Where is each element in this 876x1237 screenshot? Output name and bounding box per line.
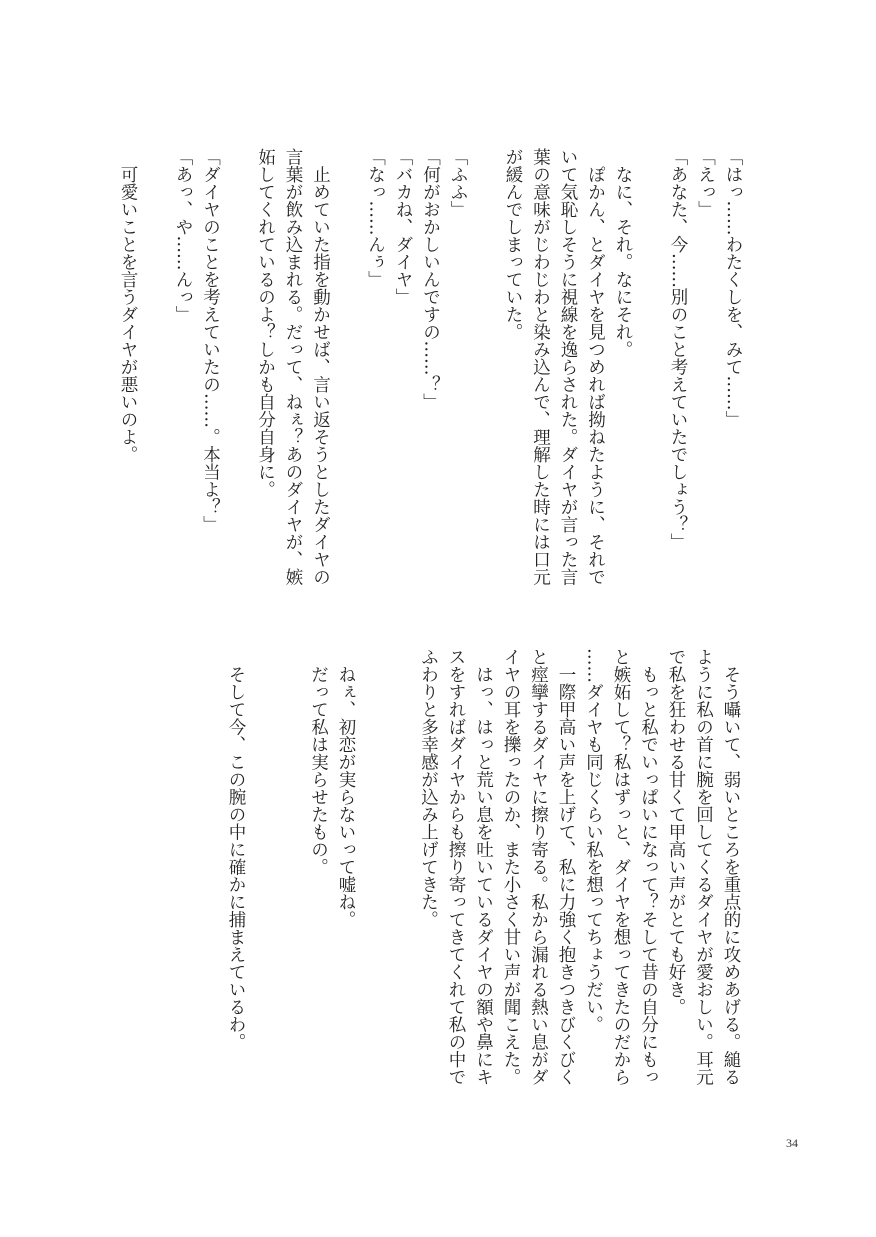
blank-line xyxy=(636,148,664,586)
blank-line xyxy=(141,148,169,586)
text-line: だって私は実らせたもの。 xyxy=(308,648,329,876)
text-line: 葉の意味がじわじわと染み込んで、理解した時には口元 xyxy=(530,148,551,586)
text-line: 可愛いことを言うダイヤが悪いのよ。 xyxy=(118,148,138,463)
blank-line xyxy=(471,148,499,586)
text-line: 「何がおかしいんですの……？」 xyxy=(420,148,441,411)
blank-line xyxy=(224,148,252,586)
text-line: と痙攣するダイヤに擦り寄る。私から漏れる熱い息がダ xyxy=(528,648,549,1086)
text-line: が緩んでしまっていた。 xyxy=(503,148,523,341)
text-line: 「あっ、や……んっ」 xyxy=(173,148,193,323)
text-line: ねぇ、初恋が実らないって嘘ね。 xyxy=(336,648,356,928)
text-line: スをすればダイヤからも擦り寄ってきてくれて私の中で xyxy=(446,648,466,1086)
text-line: で私を狂わせる甘くて甲高い声がとても好き。 xyxy=(666,648,686,1016)
text-line: ふわりと多幸感が込み上げてきた。 xyxy=(418,648,439,928)
text-line: 「はっ……わたくしを、みて……」 xyxy=(723,148,743,428)
text-line: なに、それ。なにそれ。 xyxy=(613,148,633,358)
text-line: と嫉妬して？私はずっと、ダイヤを想ってきたのだから xyxy=(611,648,631,1086)
text-line: 一際甲高い声を上げて、私に力強く抱きつきびくびく xyxy=(556,648,576,1086)
text-line: 妬してくれているのよ？しかも自分自身に。 xyxy=(255,148,276,498)
text-line: ……ダイヤも同じくらい私を想ってちょうだい。 xyxy=(583,648,604,1033)
text-line: 「あなた、今……別のこと考えていたでしょう？」 xyxy=(668,148,688,551)
blank-line xyxy=(277,648,305,1086)
text-line: ように私の首に腕を回してくるダイヤが愛おしい。耳元 xyxy=(693,648,714,1086)
text-line: 言葉が飲み込まれる。だって、ねぇ？あのダイヤが、嫉 xyxy=(283,148,303,586)
blank-line xyxy=(249,648,277,1086)
text-line: そう囁いて、弱いところを重点的に攻めあげる。縋る xyxy=(721,648,741,1086)
text-line: はっ、はっと荒い息を吐いているダイヤの額や鼻にキ xyxy=(473,648,494,1086)
top-text-block xyxy=(114,148,747,586)
text-line: 「バカね、ダイヤ」 xyxy=(393,148,413,306)
text-line: 「えっ」 xyxy=(695,148,716,218)
text-line: いて気恥しそうに視線を逸らされた。ダイヤが言った言 xyxy=(558,148,578,586)
text-line: 「ダイヤのことを考えていたの……。本当よ？」 xyxy=(200,148,221,533)
text-line: 「ふふ」 xyxy=(448,148,468,218)
text-line: 「なっ……んぅ」 xyxy=(365,148,386,288)
text-line: ぽかん、とダイヤを見つめれば拗ねたように、それで xyxy=(585,148,606,586)
blank-line xyxy=(387,648,415,1086)
text-line: そして今、この腕の中に確かに捕まえているわ。 xyxy=(226,648,246,1051)
page-number: 34 xyxy=(786,1136,798,1150)
bottom-text-block xyxy=(222,648,745,1086)
text-line: もっと私でいっぱいになって？そして昔の自分にもっ xyxy=(638,648,659,1086)
text-line: イヤの耳を擽ったのか、また小さく甘い声が聞こえた。 xyxy=(501,648,521,1086)
blank-line xyxy=(359,648,387,1086)
text-line: 止めていた指を動かせば、言い返そうとしたダイヤの xyxy=(310,148,331,586)
blank-line xyxy=(334,148,362,586)
